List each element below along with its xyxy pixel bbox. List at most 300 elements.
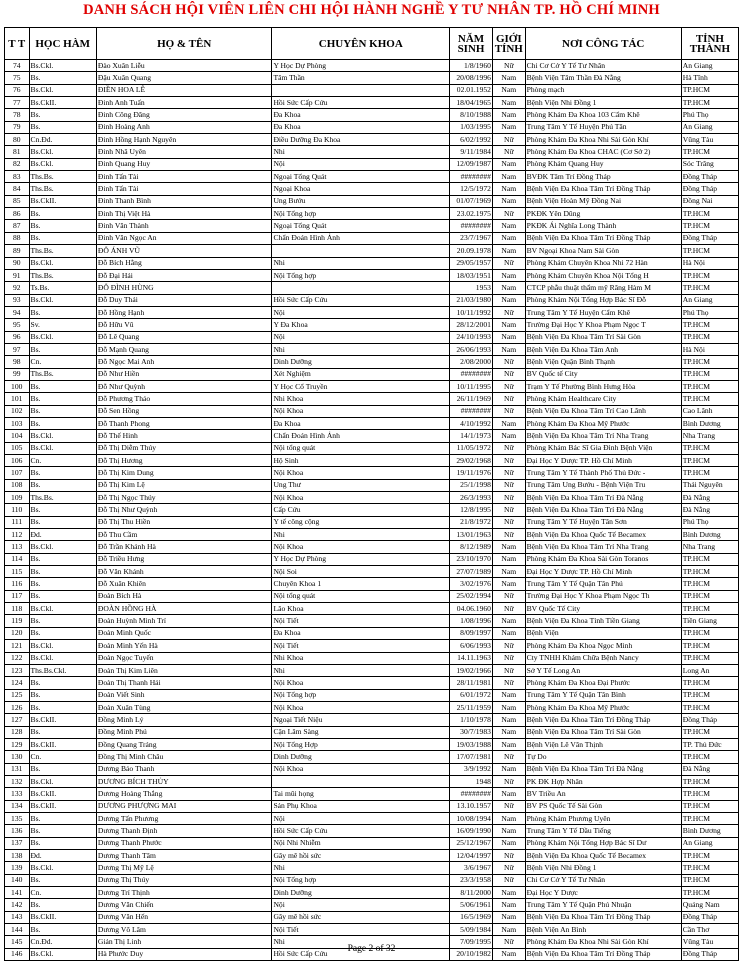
cell-tinh-thanh: TP.HCM: [681, 553, 738, 565]
cell-tinh-thanh: TP.HCM: [681, 97, 738, 109]
cell-noi-cong-tac: Phòng Khám Nội Tổng Hợp Bác Sĩ Dư: [525, 837, 681, 849]
cell-ho-ten: Dương Thanh Phước: [96, 837, 272, 849]
table-row: [5, 134, 739, 146]
cell-hoc-ham: Bs.: [29, 405, 96, 417]
cell-nam-sinh: 13.10.1957: [450, 800, 493, 812]
cell-nam-sinh: 1953: [450, 282, 493, 294]
cell-noi-cong-tac: Chi Cơ Cở Y Tế Tư Nhân: [525, 60, 681, 72]
cell-hoc-ham: Cn.: [29, 887, 96, 899]
cell-gioi-tinh: Nam: [492, 417, 525, 429]
cell-hoc-ham: Ths.Bs.: [29, 245, 96, 257]
cell-ho-ten: Đỗ Ngọc Mai Anh: [96, 356, 272, 368]
cell-noi-cong-tac: Trường Đại Học Y Khoa Phạm Ngọc Th: [525, 590, 681, 602]
cell-chuyen-khoa: Ung Thư: [272, 479, 450, 491]
cell-stt: 146: [5, 948, 30, 960]
cell-nam-sinh: 04.06.1960: [450, 603, 493, 615]
cell-ho-ten: Đinh Tấn Tài: [96, 183, 272, 195]
table-row: [5, 911, 739, 923]
cell-stt: 102: [5, 405, 30, 417]
cell-gioi-tinh: Nữ: [492, 874, 525, 886]
cell-hoc-ham: Cn.: [29, 455, 96, 467]
cell-tinh-thanh: TP.HCM: [681, 689, 738, 701]
table-row: [5, 356, 739, 368]
cell-stt: 129: [5, 738, 30, 750]
cell-hoc-ham: Bs.: [29, 232, 96, 244]
cell-stt: 109: [5, 492, 30, 504]
cell-stt: 127: [5, 714, 30, 726]
cell-gioi-tinh: Nữ: [492, 652, 525, 664]
cell-hoc-ham: Bs.Ckl.: [29, 640, 96, 652]
table-row: [5, 566, 739, 578]
table-row: [5, 850, 739, 862]
cell-chuyen-khoa: Nội Tiết: [272, 615, 450, 627]
cell-stt: 131: [5, 763, 30, 775]
cell-gioi-tinh: Nữ: [492, 504, 525, 516]
cell-ho-ten: Dương Thị Mỹ Lệ: [96, 862, 272, 874]
cell-noi-cong-tac: Phòng Khám Đa Khoa Sài Gòn Toranos: [525, 553, 681, 565]
cell-tinh-thanh: TP.HCM: [681, 874, 738, 886]
cell-ho-ten: Dương Bảo Thanh: [96, 763, 272, 775]
cell-hoc-ham: Bs.: [29, 899, 96, 911]
cell-gioi-tinh: Nữ: [492, 492, 525, 504]
cell-ho-ten: Đoàn Minh Quốc: [96, 627, 272, 639]
cell-tinh-thanh: TP.HCM: [681, 627, 738, 639]
cell-nam-sinh: 6/06/1993: [450, 640, 493, 652]
cell-chuyen-khoa: Hồi Sức Cấp Cứu: [272, 825, 450, 837]
cell-ho-ten: Đồng Minh Lý: [96, 714, 272, 726]
table-row: [5, 343, 739, 355]
cell-nam-sinh: 14/1/1973: [450, 430, 493, 442]
cell-ho-ten: Đỗ Thị Kim Lệ: [96, 479, 272, 491]
cell-nam-sinh: 3/9/1992: [450, 763, 493, 775]
cell-noi-cong-tac: Bệnh Viện Đa Khoa Tâm Trí Đồng Tháp: [525, 911, 681, 923]
cell-ho-ten: Đỗ Thị Như Quỳnh: [96, 504, 272, 516]
table-row: [5, 208, 739, 220]
cell-chuyen-khoa: Ngoại Tổng Quát: [272, 171, 450, 183]
cell-tinh-thanh: Đồng Tháp: [681, 948, 738, 960]
cell-chuyen-khoa: Nội Khoa: [272, 763, 450, 775]
cell-noi-cong-tac: Bệnh Viện Đa Khoa Quốc Tế Becamex: [525, 850, 681, 862]
cell-tinh-thanh: TP.HCM: [681, 442, 738, 454]
table-row: [5, 788, 739, 800]
cell-tinh-thanh: TP.HCM: [681, 331, 738, 343]
cell-tinh-thanh: Nha Trang: [681, 430, 738, 442]
cell-stt: 135: [5, 812, 30, 824]
cell-tinh-thanh: Thái Nguyên: [681, 479, 738, 491]
cell-tinh-thanh: TP.HCM: [681, 578, 738, 590]
document-title: DANH SÁCH HỘI VIÊN LIÊN CHI HỘI HÀNH NGHỀ Y TƯ NHÂN TP. HỒ CHÍ MINH: [83, 2, 660, 18]
table-row: [5, 405, 739, 417]
cell-gioi-tinh: Nam: [492, 245, 525, 257]
cell-nam-sinh: 10/11/1995: [450, 380, 493, 392]
cell-gioi-tinh: Nữ: [492, 603, 525, 615]
cell-tinh-thanh: TP.HCM: [681, 603, 738, 615]
cell-hoc-ham: Ths.Bs.: [29, 269, 96, 281]
cell-stt: 95: [5, 319, 30, 331]
cell-hoc-ham: Bs.Ckl.: [29, 84, 96, 96]
cell-nam-sinh: 23/3/1958: [450, 874, 493, 886]
cell-tinh-thanh: TP.HCM: [681, 455, 738, 467]
cell-hoc-ham: Bs.: [29, 516, 96, 528]
cell-nam-sinh: 13/01/1963: [450, 529, 493, 541]
cell-chuyen-khoa: Nội Soi: [272, 566, 450, 578]
cell-nam-sinh: ########: [450, 220, 493, 232]
cell-ho-ten: Đồng Minh Phú: [96, 726, 272, 738]
cell-stt: 105: [5, 442, 30, 454]
table-row: [5, 627, 739, 639]
cell-tinh-thanh: Đồng Tháp: [681, 232, 738, 244]
cell-gioi-tinh: Nam: [492, 553, 525, 565]
cell-ho-ten: Đỗ Thu Cầm: [96, 529, 272, 541]
cell-nam-sinh: 25/11/1959: [450, 701, 493, 713]
cell-hoc-ham: Bs.: [29, 504, 96, 516]
cell-noi-cong-tac: Trung Tâm Y Tế Huyện Cẩm Khê: [525, 306, 681, 318]
cell-tinh-thanh: TP.HCM: [681, 677, 738, 689]
cell-ho-ten: Dương Văn Chiến: [96, 899, 272, 911]
cell-stt: 118: [5, 603, 30, 615]
cell-ho-ten: DƯƠNG BÍCH THỦY: [96, 775, 272, 787]
cell-chuyen-khoa: Nội: [272, 812, 450, 824]
cell-noi-cong-tac: Bệnh Viện Nhi Đồng 1: [525, 97, 681, 109]
cell-chuyen-khoa: Ngoại Khoa: [272, 183, 450, 195]
cell-hoc-ham: Ths.Bs.: [29, 171, 96, 183]
cell-nam-sinh: 8/12/1989: [450, 541, 493, 553]
cell-gioi-tinh: Nữ: [492, 800, 525, 812]
header-chuyen-khoa: CHUYÊN KHOA: [272, 28, 450, 60]
cell-noi-cong-tac: Phòng Khám Đa Khoa 103 Cẩm Khê: [525, 109, 681, 121]
cell-chuyen-khoa: Đa Khoa: [272, 121, 450, 133]
cell-stt: 96: [5, 331, 30, 343]
cell-hoc-ham: Bs.: [29, 479, 96, 491]
cell-nam-sinh: ########: [450, 171, 493, 183]
cell-noi-cong-tac: Bệnh Viện Đa Khoa Tâm Trí Sài Gòn: [525, 726, 681, 738]
cell-chuyen-khoa: Dinh Dưỡng: [272, 356, 450, 368]
cell-stt: 117: [5, 590, 30, 602]
cell-noi-cong-tac: Bệnh Viện Đa Khoa Tâm Trí Đà Nẵng: [525, 492, 681, 504]
cell-stt: 89: [5, 245, 30, 257]
cell-hoc-ham: Bs.Ckl.: [29, 146, 96, 158]
table-row: [5, 158, 739, 170]
cell-ho-ten: Dương Hoàng Thắng: [96, 788, 272, 800]
cell-noi-cong-tac: Phòng mạch: [525, 84, 681, 96]
cell-gioi-tinh: Nam: [492, 294, 525, 306]
cell-nam-sinh: 6/01/1972: [450, 689, 493, 701]
cell-ho-ten: Đỗ Lê Quang: [96, 331, 272, 343]
table-row: [5, 862, 739, 874]
cell-hoc-ham: Bs.Ckl.: [29, 442, 96, 454]
cell-gioi-tinh: Nữ: [492, 862, 525, 874]
cell-tinh-thanh: Bình Dương: [681, 825, 738, 837]
cell-ho-ten: Đồng Quang Tráng: [96, 738, 272, 750]
table-row: [5, 516, 739, 528]
cell-chuyen-khoa: Nội Nhi Nhiễm: [272, 837, 450, 849]
cell-chuyen-khoa: Nhi: [272, 862, 450, 874]
cell-tinh-thanh: Hà Nội: [681, 343, 738, 355]
cell-ho-ten: Đậu Xuân Quang: [96, 72, 272, 84]
cell-stt: 126: [5, 701, 30, 713]
cell-hoc-ham: Cn.: [29, 356, 96, 368]
cell-chuyen-khoa: Y tế công cộng: [272, 516, 450, 528]
cell-chuyen-khoa: Gây mê hồi sức: [272, 911, 450, 923]
cell-nam-sinh: 5/06/1961: [450, 899, 493, 911]
cell-stt: 77: [5, 97, 30, 109]
cell-ho-ten: Đỗ Sen Hồng: [96, 405, 272, 417]
table-row: [5, 319, 739, 331]
cell-chuyen-khoa: Nội tổng quát: [272, 590, 450, 602]
table-row: [5, 479, 739, 491]
cell-chuyen-khoa: Nội Khoa: [272, 541, 450, 553]
cell-nam-sinh: 23/7/1967: [450, 232, 493, 244]
cell-chuyen-khoa: Nội Tiết: [272, 924, 450, 936]
cell-hoc-ham: Bs.CkII.: [29, 738, 96, 750]
cell-stt: 106: [5, 455, 30, 467]
cell-chuyen-khoa: Nội Khoa: [272, 701, 450, 713]
cell-chuyen-khoa: Gây mê hồi sức: [272, 850, 450, 862]
table-row: [5, 677, 739, 689]
cell-hoc-ham: Bs.: [29, 553, 96, 565]
cell-ho-ten: Đoàn Thị Kim Liên: [96, 664, 272, 676]
cell-nam-sinh: 28/11/1981: [450, 677, 493, 689]
cell-hoc-ham: Bs.: [29, 380, 96, 392]
table-row: [5, 615, 739, 627]
cell-noi-cong-tac: BV Quốc tế City: [525, 368, 681, 380]
table-row: [5, 306, 739, 318]
table-row: [5, 738, 739, 750]
cell-chuyen-khoa: Chẩn Đoán Hình Ảnh: [272, 430, 450, 442]
cell-stt: 123: [5, 664, 30, 676]
table-row: [5, 529, 739, 541]
cell-nam-sinh: 19/11/1976: [450, 467, 493, 479]
cell-gioi-tinh: Nam: [492, 84, 525, 96]
table-row: [5, 664, 739, 676]
cell-hoc-ham: Bs.: [29, 417, 96, 429]
cell-chuyen-khoa: Nhi: [272, 529, 450, 541]
cell-ho-ten: Đinh Thị Việt Hà: [96, 208, 272, 220]
cell-stt: 85: [5, 195, 30, 207]
cell-noi-cong-tac: Phòng Khám Đa Khoa Mỹ Phước: [525, 417, 681, 429]
cell-gioi-tinh: Nữ: [492, 306, 525, 318]
cell-stt: 140: [5, 874, 30, 886]
cell-ho-ten: Đinh Thanh Bình: [96, 195, 272, 207]
cell-tinh-thanh: TP.HCM: [681, 269, 738, 281]
cell-chuyen-khoa: Lão Khoa: [272, 603, 450, 615]
cell-nam-sinh: 25/12/1967: [450, 837, 493, 849]
cell-chuyen-khoa: Nhi: [272, 936, 450, 948]
cell-nam-sinh: 16/5/1969: [450, 911, 493, 923]
cell-chuyen-khoa: [272, 282, 450, 294]
cell-gioi-tinh: Nam: [492, 343, 525, 355]
cell-chuyen-khoa: Nhi: [272, 664, 450, 676]
cell-hoc-ham: Ths.Bs.: [29, 183, 96, 195]
cell-tinh-thanh: TP.HCM: [681, 850, 738, 862]
cell-tinh-thanh: Phú Thọ: [681, 306, 738, 318]
cell-ho-ten: Đinh Tấn Tài: [96, 171, 272, 183]
cell-hoc-ham: Bs.: [29, 924, 96, 936]
cell-ho-ten: Dương Thị Thúy: [96, 874, 272, 886]
cell-noi-cong-tac: Bệnh Viện Đa Khoa Tâm Trí Đồng Tháp: [525, 232, 681, 244]
cell-noi-cong-tac: Đại Học Y Dược: [525, 887, 681, 899]
cell-noi-cong-tac: Chi Cơ Cở Y Tế Tư Nhân: [525, 874, 681, 886]
table-row: [5, 121, 739, 133]
cell-gioi-tinh: Nữ: [492, 590, 525, 602]
cell-gioi-tinh: Nam: [492, 788, 525, 800]
cell-stt: 142: [5, 899, 30, 911]
cell-hoc-ham: Đd.: [29, 850, 96, 862]
cell-noi-cong-tac: Bệnh Viện Đa Khoa Tâm Trí Đồng Tháp: [525, 948, 681, 960]
cell-tinh-thanh: TP.HCM: [681, 751, 738, 763]
cell-noi-cong-tac: Bệnh Viện Đa Khoa Tâm Trí Đà Nẵng: [525, 763, 681, 775]
cell-stt: 132: [5, 775, 30, 787]
cell-ho-ten: Đỗ Thị Ngọc Thúy: [96, 492, 272, 504]
cell-gioi-tinh: Nữ: [492, 479, 525, 491]
cell-gioi-tinh: Nam: [492, 269, 525, 281]
cell-ho-ten: Đinh Hoàng Anh: [96, 121, 272, 133]
cell-ho-ten: Đinh Quang Huy: [96, 158, 272, 170]
cell-ho-ten: Đoàn Huỳnh Minh Trí: [96, 615, 272, 627]
cell-nam-sinh: 12/04/1997: [450, 850, 493, 862]
cell-nam-sinh: 21/03/1980: [450, 294, 493, 306]
cell-stt: 82: [5, 158, 30, 170]
cell-tinh-thanh: TP.HCM: [681, 380, 738, 392]
cell-noi-cong-tac: Bệnh Viện Đa Khoa Tâm Anh: [525, 343, 681, 355]
cell-ho-ten: Đoàn Viết Sinh: [96, 689, 272, 701]
cell-noi-cong-tac: Trung Tâm Y Tế Quận Tân Phú: [525, 578, 681, 590]
cell-ho-ten: Đinh Công Đăng: [96, 109, 272, 121]
cell-tinh-thanh: Bình Dương: [681, 529, 738, 541]
cell-gioi-tinh: Nữ: [492, 134, 525, 146]
table-row: [5, 380, 739, 392]
cell-stt: 124: [5, 677, 30, 689]
cell-ho-ten: Đào Xuân Liễu: [96, 60, 272, 72]
table-row: [5, 590, 739, 602]
cell-hoc-ham: Bs.CkII.: [29, 788, 96, 800]
cell-chuyen-khoa: Y Đa Khoa: [272, 319, 450, 331]
cell-nam-sinh: 1/10/1978: [450, 714, 493, 726]
cell-hoc-ham: Bs.: [29, 726, 96, 738]
cell-chuyen-khoa: Tai mũi họng: [272, 788, 450, 800]
table-row: [5, 269, 739, 281]
cell-noi-cong-tac: Bệnh Viện Đa Khoa Tỉnh Tiền Giang: [525, 615, 681, 627]
cell-gioi-tinh: Nam: [492, 158, 525, 170]
cell-ho-ten: Đỗ Xuân Khiên: [96, 578, 272, 590]
cell-tinh-thanh: TP. Thủ Đức: [681, 738, 738, 750]
cell-noi-cong-tac: Bệnh Viện Quận Bình Thạnh: [525, 356, 681, 368]
cell-hoc-ham: Bs.: [29, 763, 96, 775]
header-nam-sinh: NĂM SINH: [450, 28, 493, 60]
cell-hoc-ham: Bs.: [29, 393, 96, 405]
cell-stt: 115: [5, 566, 30, 578]
cell-gioi-tinh: Nữ: [492, 936, 525, 948]
cell-gioi-tinh: Nữ: [492, 775, 525, 787]
cell-noi-cong-tac: Bệnh Viện Tâm Thần Đà Nẵng: [525, 72, 681, 84]
cell-tinh-thanh: TP.HCM: [681, 887, 738, 899]
cell-chuyen-khoa: Hộ Sinh: [272, 455, 450, 467]
cell-nam-sinh: 11/05/1972: [450, 442, 493, 454]
cell-tinh-thanh: TP.HCM: [681, 356, 738, 368]
cell-chuyen-khoa: Cận Lâm Sàng: [272, 726, 450, 738]
cell-tinh-thanh: Quảng Nam: [681, 899, 738, 911]
cell-gioi-tinh: Nam: [492, 911, 525, 923]
cell-nam-sinh: 20/08/1996: [450, 72, 493, 84]
cell-gioi-tinh: Nữ: [492, 60, 525, 72]
cell-ho-ten: Đỗ Văn Khánh: [96, 566, 272, 578]
cell-hoc-ham: Bs.: [29, 825, 96, 837]
cell-stt: 128: [5, 726, 30, 738]
cell-ho-ten: Dương Tấn Phương: [96, 812, 272, 824]
cell-noi-cong-tac: Bệnh Viện Đa Khoa Tâm Trí Đồng Tháp: [525, 183, 681, 195]
cell-chuyen-khoa: Ngoại Tổng Quát: [272, 220, 450, 232]
cell-gioi-tinh: Nữ: [492, 393, 525, 405]
cell-ho-ten: Đinh Văn Ngọc An: [96, 232, 272, 244]
cell-nam-sinh: 10/11/1992: [450, 306, 493, 318]
table-row: [5, 541, 739, 553]
cell-tinh-thanh: Hà Nội: [681, 257, 738, 269]
cell-chuyen-khoa: Nhi: [272, 257, 450, 269]
cell-stt: 136: [5, 825, 30, 837]
cell-tinh-thanh: An Giang: [681, 294, 738, 306]
cell-nam-sinh: 8/09/1997: [450, 627, 493, 639]
cell-nam-sinh: 3/02/1976: [450, 578, 493, 590]
cell-gioi-tinh: Nữ: [492, 146, 525, 158]
cell-ho-ten: Đỗ Như Quỳnh: [96, 380, 272, 392]
cell-tinh-thanh: TP.HCM: [681, 800, 738, 812]
page-footer: Page 2 of 32: [347, 944, 396, 954]
cell-tinh-thanh: Hà Tĩnh: [681, 72, 738, 84]
cell-gioi-tinh: Nữ: [492, 664, 525, 676]
cell-noi-cong-tac: Bệnh Viện Đa Khoa Tâm Trí Đà Nẵng: [525, 504, 681, 516]
cell-nam-sinh: 9/11/1984: [450, 146, 493, 158]
cell-chuyen-khoa: Điều Dưỡng Đa Khoa: [272, 134, 450, 146]
cell-hoc-ham: Bs.: [29, 874, 96, 886]
cell-hoc-ham: Bs.: [29, 220, 96, 232]
cell-chuyen-khoa: [272, 245, 450, 257]
cell-nam-sinh: 1948: [450, 775, 493, 787]
cell-tinh-thanh: TP.HCM: [681, 393, 738, 405]
cell-tinh-thanh: TP.HCM: [681, 701, 738, 713]
table-row: [5, 109, 739, 121]
cell-ho-ten: ĐỖ ÁNH VŨ: [96, 245, 272, 257]
cell-nam-sinh: 12/09/1987: [450, 158, 493, 170]
cell-ho-ten: ĐỖ ĐÌNH HÙNG: [96, 282, 272, 294]
cell-ho-ten: Đoàn Bích Hà: [96, 590, 272, 602]
cell-ho-ten: Đoàn Minh Yến Hà: [96, 640, 272, 652]
cell-gioi-tinh: Nữ: [492, 516, 525, 528]
cell-gioi-tinh: Nam: [492, 887, 525, 899]
cell-ho-ten: Đinh Văn Thành: [96, 220, 272, 232]
cell-stt: 88: [5, 232, 30, 244]
cell-chuyen-khoa: Đa Khoa: [272, 417, 450, 429]
table-row: [5, 220, 739, 232]
cell-hoc-ham: Bs.Ckl.: [29, 541, 96, 553]
cell-tinh-thanh: Nha Trang: [681, 541, 738, 553]
table-row: [5, 331, 739, 343]
cell-gioi-tinh: Nam: [492, 195, 525, 207]
cell-chuyen-khoa: Nội Khoa: [272, 467, 450, 479]
cell-noi-cong-tac: PK ĐK Hợp Nhân: [525, 775, 681, 787]
cell-noi-cong-tac: Bệnh Viện An Bình: [525, 924, 681, 936]
cell-nam-sinh: 7/09/1995: [450, 936, 493, 948]
cell-ho-ten: Đồng Thị Minh Châu: [96, 751, 272, 763]
cell-stt: 80: [5, 134, 30, 146]
cell-chuyen-khoa: Y Học Dự Phòng: [272, 60, 450, 72]
cell-nam-sinh: ########: [450, 788, 493, 800]
cell-noi-cong-tac: Trung Tâm Ung Bướu - Bệnh Viện Tru: [525, 479, 681, 491]
cell-stt: 114: [5, 553, 30, 565]
cell-stt: 86: [5, 208, 30, 220]
cell-hoc-ham: Bs.: [29, 467, 96, 479]
cell-noi-cong-tac: Phòng Khám Đa Khoa Đại Phước: [525, 677, 681, 689]
cell-gioi-tinh: Nam: [492, 541, 525, 553]
